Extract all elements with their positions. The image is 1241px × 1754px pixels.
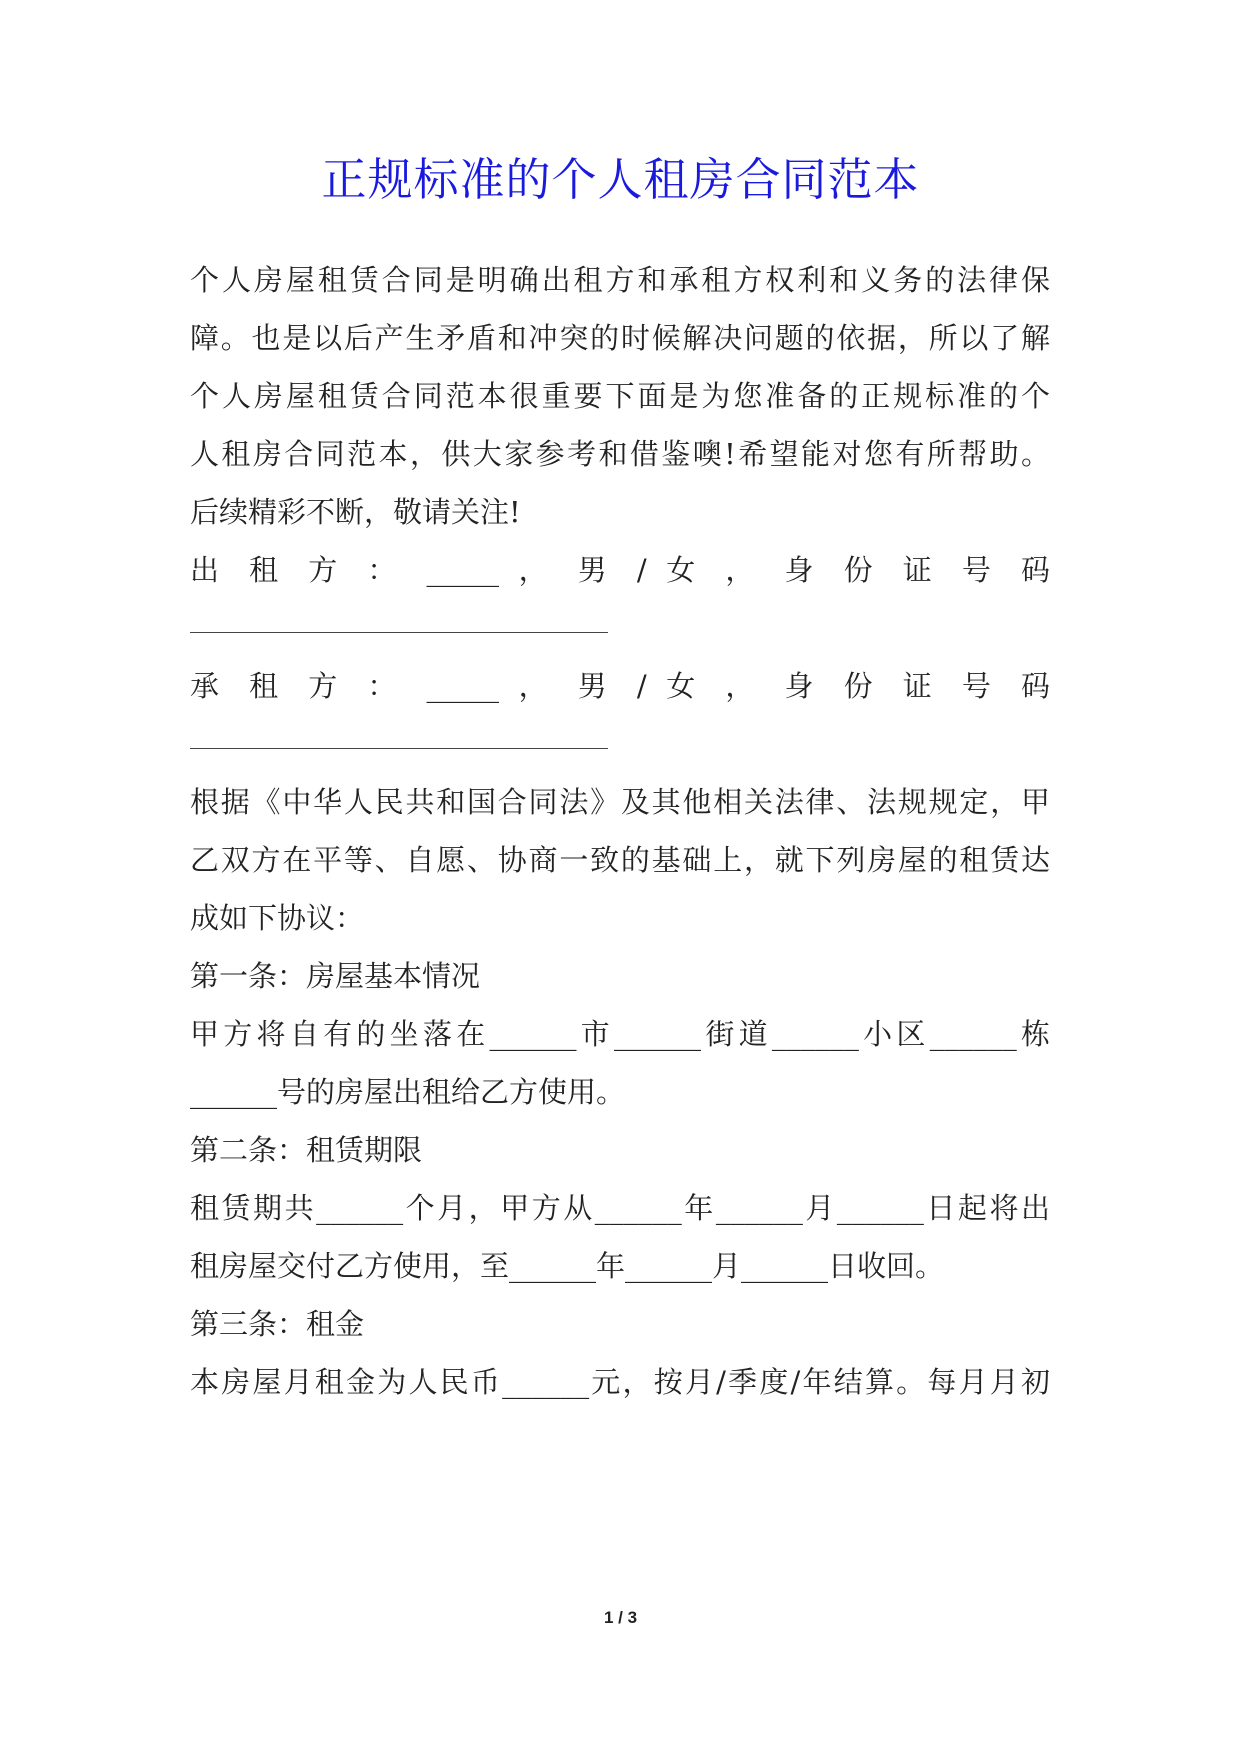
lessee-id-blank	[190, 748, 608, 749]
lessee-line: 承 租 方 ： _____ ， 男 / 女 ， 身 份 证 号 码	[190, 669, 1050, 703]
basis-line-2: 乙双方在平等、自愿、协商一致的基础上，就下列房屋的租赁达	[190, 843, 1050, 877]
article2-line-2: 租房屋交付乙方使用，至______年______月______日收回。	[190, 1249, 945, 1283]
page-number: 1 / 3	[603, 1608, 638, 1627]
basis-line-3: 成如下协议：	[190, 901, 365, 935]
article1-heading: 第一条：房屋基本情况	[190, 959, 481, 993]
lessor-line: 出 租 方 ： _____ ， 男 / 女 ， 身 份 证 号 码	[190, 553, 1050, 587]
article2-line-1: 租赁期共______个月，甲方从______年______月______日起将出	[190, 1191, 1050, 1225]
intro-line-3: 个人房屋租赁合同范本很重要下面是为您准备的正规标准的个	[190, 379, 1050, 413]
article3-heading: 第三条：租金	[190, 1307, 365, 1341]
intro-line-1: 个人房屋租赁合同是明确出租方和承租方权利和义务的法律保	[190, 263, 1050, 297]
article2-heading: 第二条：租赁期限	[190, 1133, 423, 1167]
intro-line-5: 后续精彩不断，敬请关注!	[190, 495, 521, 529]
article3-line-1: 本房屋月租金为人民币______元，按月/季度/年结算。每月月初	[190, 1365, 1050, 1399]
page-title: 正规标准的个人租房合同范本	[321, 153, 920, 206]
article1-line-1: 甲方将自有的坐落在______市______街道______小区______栋	[190, 1017, 1050, 1051]
basis-line-1: 根据《中华人民共和国合同法》及其他相关法律、法规规定，甲	[190, 785, 1050, 819]
intro-line-2: 障。也是以后产生矛盾和冲突的时候解决问题的依据，所以了解	[190, 321, 1050, 355]
article1-line-2: ______号的房屋出租给乙方使用。	[190, 1075, 626, 1109]
intro-line-4: 人租房合同范本，供大家参考和借鉴噢!希望能对您有所帮助。	[190, 437, 1050, 471]
lessor-id-blank	[190, 632, 608, 633]
